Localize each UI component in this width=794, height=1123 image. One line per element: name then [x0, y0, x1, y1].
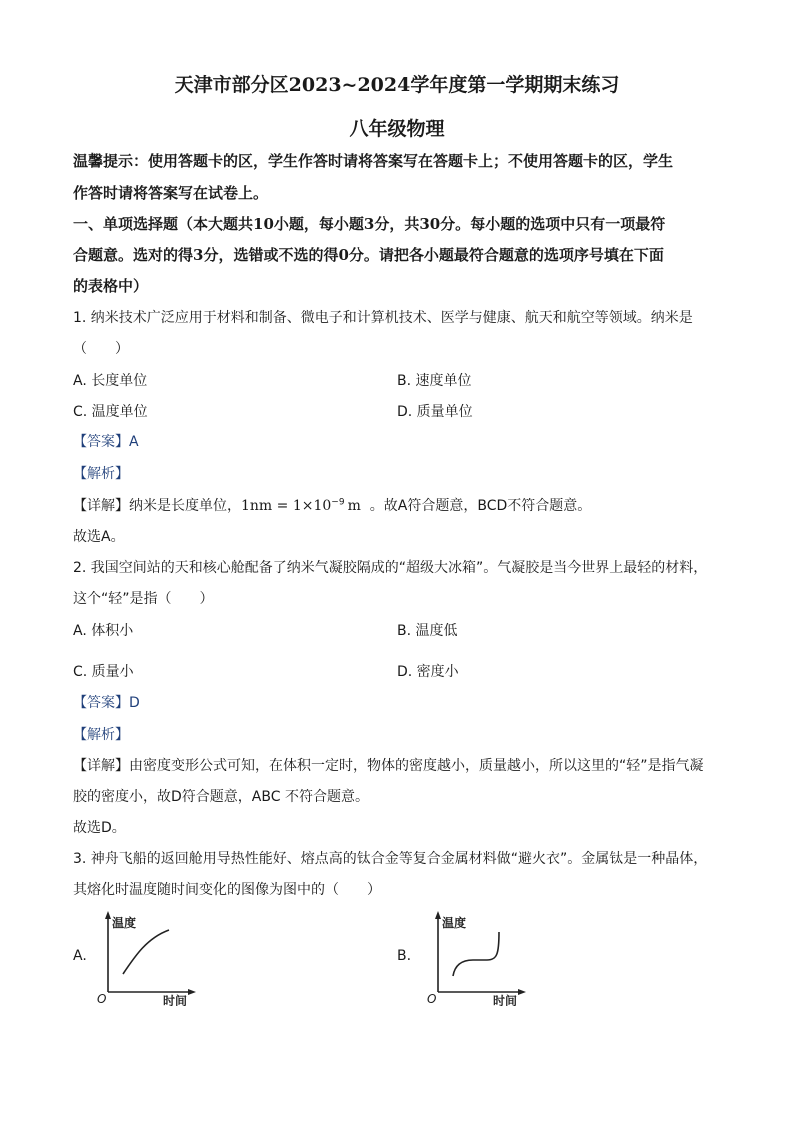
q1-detail-formula: 1nm = 1×10 — [241, 498, 332, 514]
q3-option-b-label: B. — [397, 948, 412, 964]
q1-detail-exponent: −9 — [331, 497, 345, 508]
q1-detail-suffix: 。故A符合题意，BCD不符合题意。 — [369, 498, 592, 514]
notice-line-1: 温馨提示：使用答题卡的区，学生作答时请将答案写在答题卡上；不使用答题卡的区，学生 — [73, 152, 674, 170]
section-heading-line-1: 一、单项选择题（本大题共10小题，每小题3分，共30分。每小题的选项中只有一项最符 — [73, 215, 666, 233]
q2-option-b: B. 温度低 — [397, 623, 458, 639]
q1-stem-line-1: 1. 纳米技术广泛应用于材料和制备、微电子和计算机技术、医学与健康、航天和航空等领域。纳米是 — [73, 310, 693, 326]
q2-option-a: A. 体积小 — [73, 623, 134, 639]
section-heading-line-3: 的表格中） — [73, 277, 149, 295]
q3-stem-line-1: 3. 神舟飞船的返回舱用导热性能好、熔点高的钛合金等复合金属材料做“避火衣”。金属钛是一种晶体， — [73, 851, 708, 867]
q3-graph-b — [425, 908, 535, 1006]
q2-stem-line-2: 这个“轻”是指（ ） — [73, 591, 214, 607]
q1-conclusion: 故选A。 — [73, 529, 125, 545]
graph-a-curve — [123, 930, 169, 974]
graph-a-x-arrow — [188, 989, 196, 995]
q2-detail-line-1: 【详解】由密度变形公式可知，在体积一定时，物体的密度越小，质量越小，所以这里的“轻”是指气凝 — [73, 758, 704, 774]
q2-conclusion: 故选D。 — [73, 820, 126, 836]
q2-option-c: C. 质量小 — [73, 664, 134, 680]
q1-detail-unit: m — [347, 498, 361, 514]
q2-detail-line-2: 胶的密度小，故D符合题意，ABC 不符合题意。 — [73, 789, 369, 805]
q3-stem-line-2: 其熔化时温度随时间变化的图像为图中的（ ） — [73, 882, 381, 898]
q1-option-c: C. 温度单位 — [73, 404, 148, 420]
q1-analysis-label: 【解析】 — [73, 466, 129, 482]
graph-a-origin: O — [97, 992, 107, 1006]
q2-stem-line-1: 2. 我国空间站的天和核心舱配备了纳米气凝胶隔成的“超级大冰箱”。气凝胶是当今世界上最轻的材料， — [73, 560, 708, 576]
q1-answer: 【答案】A — [73, 434, 139, 450]
graph-b-y-arrow — [435, 911, 441, 919]
q1-option-b: B. 速度单位 — [397, 373, 472, 389]
q3-option-a-label: A. — [73, 948, 87, 964]
q2-analysis-label: 【解析】 — [73, 727, 129, 743]
graph-b-origin: O — [427, 992, 437, 1006]
graph-b-y-label: 温度 — [442, 916, 467, 930]
notice-line-2: 作答时请将答案写在试卷上。 — [73, 184, 269, 202]
q2-answer: 【答案】D — [73, 695, 140, 711]
section-heading-line-2: 合题意。选对的得3分，选错或不选的得0分。请把各小题最符合题意的选项序号填在下面 — [73, 246, 664, 264]
graph-a-x-label: 时间 — [163, 994, 188, 1006]
page-subtitle: 八年级物理 — [349, 118, 445, 140]
q1-option-a: A. 长度单位 — [73, 373, 148, 389]
q1-stem-line-2: （ ） — [73, 341, 129, 357]
q1-detail — [73, 495, 591, 515]
graph-b-x-arrow — [518, 989, 526, 995]
graph-b-x-label: 时间 — [493, 994, 518, 1006]
q1-detail-prefix: 【详解】纳米是长度单位， — [73, 498, 241, 514]
graph-a-y-label: 温度 — [112, 916, 137, 930]
q3-graph-a — [95, 908, 205, 1006]
q2-option-d: D. 密度小 — [397, 664, 459, 680]
graph-a-y-arrow — [105, 911, 111, 919]
page-title: 天津市部分区2023~2024学年度第一学期期末练习 — [174, 74, 620, 96]
graph-b-curve — [453, 932, 499, 976]
q1-option-d: D. 质量单位 — [397, 404, 473, 420]
